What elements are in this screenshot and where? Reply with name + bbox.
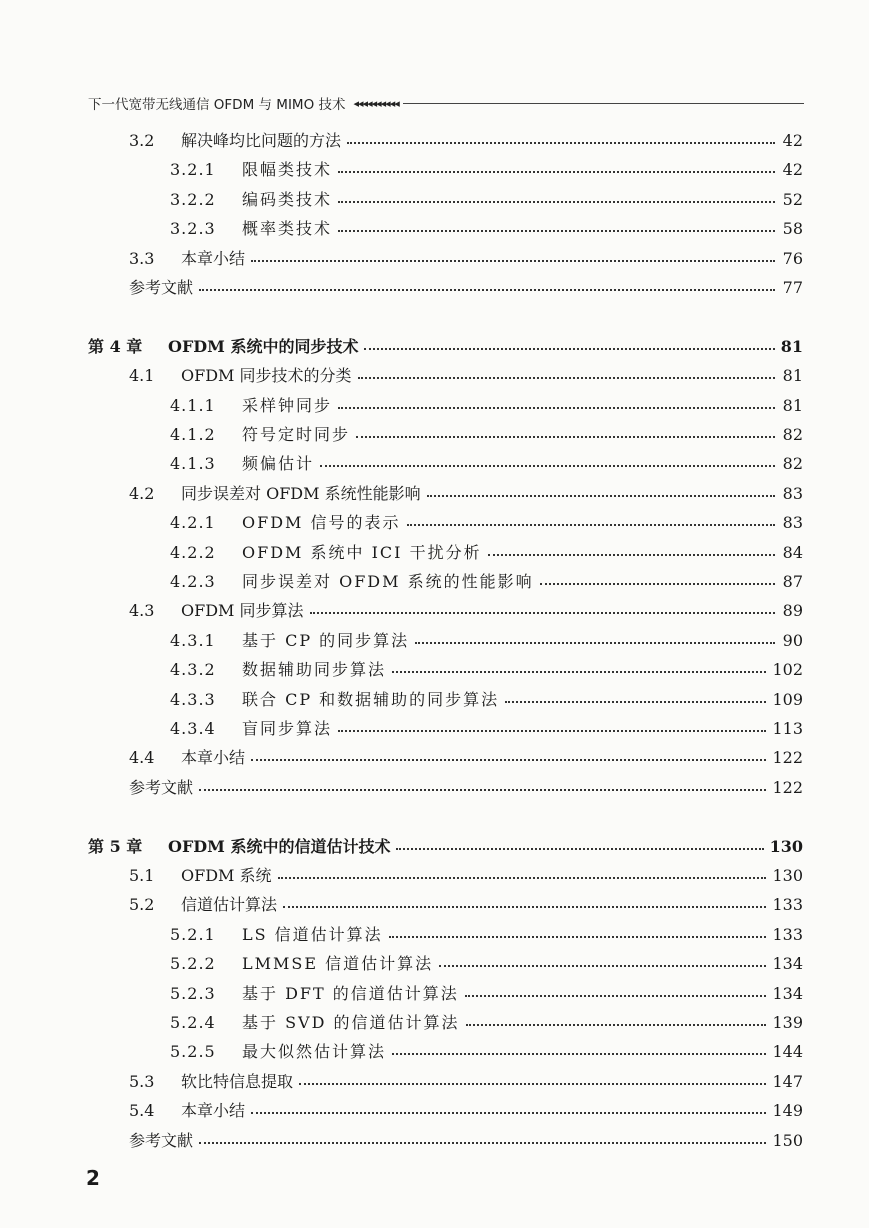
toc-entry-number: 4.3 xyxy=(129,601,155,620)
toc-entry-subsection[interactable] xyxy=(170,952,803,976)
toc-entry-title: OFDM 信号的表示 xyxy=(242,513,401,532)
toc-entry-ref[interactable] xyxy=(129,276,803,300)
dot-leader xyxy=(488,554,775,556)
toc-entry-section[interactable] xyxy=(129,746,803,770)
toc-entry-number: 5.1 xyxy=(129,866,155,885)
toc-entry-title: 盲同步算法 xyxy=(242,719,333,738)
dot-leader xyxy=(415,642,775,644)
toc-entry-section[interactable] xyxy=(129,482,803,506)
toc-entry-number: 4.2.3 xyxy=(170,572,216,591)
toc-entry-subsection[interactable] xyxy=(170,1011,803,1035)
toc-entry-page: 52 xyxy=(782,190,803,209)
toc-entry-title: 最大似然估计算法 xyxy=(242,1042,387,1061)
dot-leader xyxy=(465,995,767,997)
toc-entry-page: 58 xyxy=(782,219,803,238)
toc-entry-page: 122 xyxy=(772,778,803,797)
toc-entry-page: 130 xyxy=(769,837,803,856)
toc-entry-number: 5.4 xyxy=(129,1101,155,1120)
toc-entry-page: 130 xyxy=(772,866,803,885)
toc-entry-title: 同步误差对 OFDM 系统性能影响 xyxy=(181,484,421,503)
dot-leader xyxy=(392,1053,766,1055)
toc-entry-subsection[interactable] xyxy=(170,394,803,418)
toc-entry-number: 4.1.2 xyxy=(170,425,216,444)
toc-entry-number: 3.3 xyxy=(129,249,155,268)
page-number: 2 xyxy=(86,1166,100,1190)
toc-entry-page: 133 xyxy=(772,895,803,914)
dot-leader xyxy=(338,171,775,173)
dot-leader xyxy=(310,612,775,614)
dot-leader xyxy=(392,671,766,673)
toc-entry-number: 4.3.3 xyxy=(170,690,216,709)
dot-leader xyxy=(251,260,775,262)
toc-entry-title: 限幅类技术 xyxy=(242,160,333,179)
toc-entry-number: 4.2.1 xyxy=(170,513,216,532)
toc-entry-subsection[interactable] xyxy=(170,217,803,241)
toc-entry-title: 同步误差对 OFDM 系统的性能影响 xyxy=(242,572,534,591)
toc-entry-page: 90 xyxy=(782,631,803,650)
toc-entry-page: 77 xyxy=(782,278,803,297)
toc-entry-number: 第 4 章 xyxy=(88,337,143,356)
toc-entry-page: 134 xyxy=(772,984,803,1003)
toc-entry-number: 4.3.2 xyxy=(170,660,216,679)
dot-leader xyxy=(427,495,775,497)
toc-entry-page: 113 xyxy=(772,719,803,738)
toc-entry-title: 信道估计算法 xyxy=(181,895,278,914)
toc-entry-page: 83 xyxy=(782,484,803,503)
toc-entry-number: 4.2.2 xyxy=(170,543,216,562)
toc-entry-number: 5.2.4 xyxy=(170,1013,216,1032)
toc-entry-number: 4.1 xyxy=(129,366,155,385)
toc-entry-subsection[interactable] xyxy=(170,158,803,182)
dot-leader xyxy=(364,348,774,350)
toc-entry-page: 147 xyxy=(772,1072,803,1091)
toc-entry-section[interactable] xyxy=(129,864,803,888)
toc-entry-title: 频偏估计 xyxy=(242,454,315,473)
toc-entry-title: OFDM 系统中的信道估计技术 xyxy=(168,837,391,856)
dot-leader xyxy=(356,436,775,438)
toc-entry-title: LMMSE 信道估计算法 xyxy=(242,954,434,973)
toc-entry-page: 102 xyxy=(772,660,803,679)
toc-entry-ref[interactable] xyxy=(129,776,803,800)
toc-entry-title: 本章小结 xyxy=(181,748,246,767)
dot-leader xyxy=(396,848,763,850)
toc-entry-subsection[interactable] xyxy=(170,982,803,1006)
toc-entry-title: OFDM 同步算法 xyxy=(181,601,304,620)
dot-leader xyxy=(338,230,775,232)
toc-entry-number: 5.2.1 xyxy=(170,925,216,944)
toc-entry-page: 139 xyxy=(772,1013,803,1032)
toc-entry-subsection[interactable] xyxy=(170,423,803,447)
toc-entry-subsection[interactable] xyxy=(170,658,803,682)
dot-leader xyxy=(505,701,766,703)
toc-entry-title: OFDM 系统中 ICI 干扰分析 xyxy=(242,543,482,562)
toc-entry-subsection[interactable] xyxy=(170,629,803,653)
dot-leader xyxy=(439,965,766,967)
dot-leader xyxy=(251,1112,766,1114)
toc-entry-title: 采样钟同步 xyxy=(242,396,333,415)
toc-entry-title: OFDM 系统中的同步技术 xyxy=(168,337,359,356)
toc-entry-ref[interactable] xyxy=(129,1129,803,1153)
toc-entry-number: 4.2 xyxy=(129,484,155,503)
dot-leader xyxy=(199,1142,766,1144)
dot-leader xyxy=(278,877,767,879)
running-title: 下一代宽带无线通信 OFDM 与 MIMO 技术 xyxy=(88,97,346,113)
toc-entry-page: 82 xyxy=(782,454,803,473)
toc-entry-title: 基于 DFT 的信道估计算法 xyxy=(242,984,459,1003)
toc-entry-number: 4.3.1 xyxy=(170,631,216,650)
arrow-ornament-icon: ◂◂◂◂◂◂◂◂◂◂ xyxy=(353,96,399,110)
toc-entry-number: 5.3 xyxy=(129,1072,155,1091)
toc-entry-page: 84 xyxy=(782,543,803,562)
toc-entry-number: 4.1.1 xyxy=(170,396,216,415)
dot-leader xyxy=(320,465,775,467)
dot-leader xyxy=(283,906,766,908)
toc-entry-page: 87 xyxy=(782,572,803,591)
toc-entry-section[interactable] xyxy=(129,599,803,623)
toc-entry-page: 150 xyxy=(772,1131,803,1150)
toc-entry-page: 81 xyxy=(782,366,803,385)
toc-entry-page: 42 xyxy=(782,131,803,150)
toc-entry-number: 4.3.4 xyxy=(170,719,216,738)
toc-entry-subsection[interactable] xyxy=(170,717,803,741)
toc-entry-title: OFDM 同步技术的分类 xyxy=(181,366,352,385)
toc-entry-title: 参考文献 xyxy=(129,778,194,797)
toc-entry-section[interactable] xyxy=(129,893,803,917)
dot-leader xyxy=(407,524,775,526)
toc-entry-number: 3.2.1 xyxy=(170,160,216,179)
toc-entry-page: 76 xyxy=(782,249,803,268)
toc-entry-title: 概率类技术 xyxy=(242,219,333,238)
toc-entry-subsection[interactable] xyxy=(170,541,803,565)
toc-entry-section[interactable] xyxy=(129,1070,803,1094)
dot-leader xyxy=(389,936,767,938)
toc-entry-page: 149 xyxy=(772,1101,803,1120)
toc-entry-title: OFDM 系统 xyxy=(181,866,272,885)
toc-entry-title: 基于 SVD 的信道估计算法 xyxy=(242,1013,460,1032)
toc-entry-subsection[interactable] xyxy=(170,188,803,212)
toc-entry-page: 81 xyxy=(780,337,803,356)
dot-leader xyxy=(540,583,775,585)
toc-entry-number: 4.4 xyxy=(129,748,155,767)
toc-entry-section[interactable] xyxy=(129,1099,803,1123)
dot-leader xyxy=(338,201,775,203)
toc-entry-title: 基于 CP 的同步算法 xyxy=(242,631,410,650)
toc-entry-subsection[interactable] xyxy=(170,452,803,476)
toc-entry-subsection[interactable] xyxy=(170,511,803,535)
dot-leader xyxy=(347,142,775,144)
toc-entry-title: 符号定时同步 xyxy=(242,425,351,444)
toc-entry-page: 134 xyxy=(772,954,803,973)
dot-leader xyxy=(338,730,766,732)
toc-entry-title: 编码类技术 xyxy=(242,190,333,209)
toc-entry-page: 89 xyxy=(782,601,803,620)
toc-entry-page: 42 xyxy=(782,160,803,179)
toc-entry-number: 5.2.5 xyxy=(170,1042,216,1061)
dot-leader xyxy=(251,759,766,761)
toc-entry-title: 本章小结 xyxy=(181,1101,246,1120)
toc-entry-section[interactable] xyxy=(129,364,803,388)
toc-entry-title: LS 信道估计算法 xyxy=(242,925,383,944)
toc-entry-page: 109 xyxy=(772,690,803,709)
dot-leader xyxy=(199,289,775,291)
toc-entry-title: 本章小结 xyxy=(181,249,246,268)
toc-entry-chapter[interactable] xyxy=(88,335,803,359)
toc-entry-number: 3.2.2 xyxy=(170,190,216,209)
toc-entry-subsection[interactable] xyxy=(170,570,803,594)
toc-entry-number: 3.2.3 xyxy=(170,219,216,238)
toc-entry-subsection[interactable] xyxy=(170,688,803,712)
toc-entry-number: 第 5 章 xyxy=(88,837,143,856)
toc-entry-number: 5.2.3 xyxy=(170,984,216,1003)
toc-entry-page: 83 xyxy=(782,513,803,532)
dot-leader xyxy=(466,1024,767,1026)
toc-entry-number: 4.1.3 xyxy=(170,454,216,473)
toc-entry-subsection[interactable] xyxy=(170,923,803,947)
toc-entry-subsection[interactable] xyxy=(170,1040,803,1064)
toc-entry-number: 5.2.2 xyxy=(170,954,216,973)
toc-entry-page: 144 xyxy=(772,1042,803,1061)
toc-entry-title: 软比特信息提取 xyxy=(181,1072,294,1091)
toc-entry-title: 参考文献 xyxy=(129,278,194,297)
toc-entry-page: 133 xyxy=(772,925,803,944)
toc-entry-page: 82 xyxy=(782,425,803,444)
dot-leader xyxy=(299,1083,766,1085)
toc-entry-page: 122 xyxy=(772,748,803,767)
toc-entry-title: 解决峰均比问题的方法 xyxy=(181,131,342,150)
toc-entry-number: 3.2 xyxy=(129,131,155,150)
toc-entry-page: 81 xyxy=(782,396,803,415)
toc-entry-title: 数据辅助同步算法 xyxy=(242,660,387,679)
dot-leader xyxy=(338,407,775,409)
toc-entry-chapter[interactable] xyxy=(88,835,803,859)
toc-entry-title: 联合 CP 和数据辅助的同步算法 xyxy=(242,690,500,709)
dot-leader xyxy=(358,377,775,379)
toc-entry-number: 5.2 xyxy=(129,895,155,914)
toc-entry-section[interactable] xyxy=(129,247,803,271)
toc-entry-title: 参考文献 xyxy=(129,1131,194,1150)
toc-entry-section[interactable] xyxy=(129,129,803,153)
dot-leader xyxy=(199,789,766,791)
